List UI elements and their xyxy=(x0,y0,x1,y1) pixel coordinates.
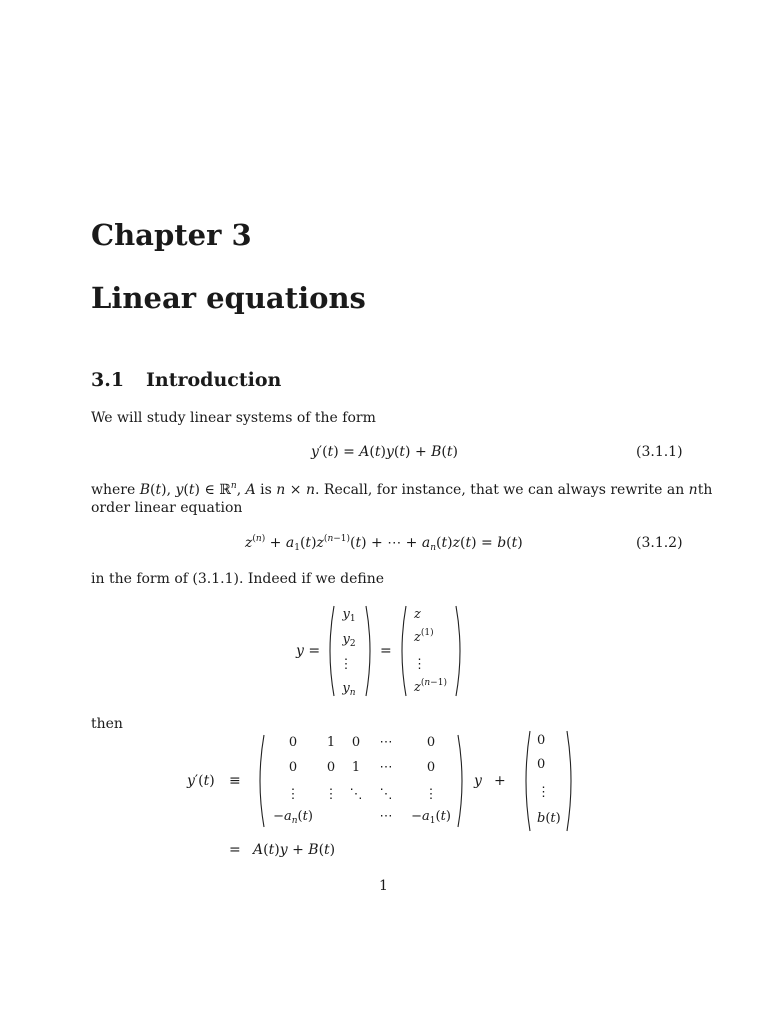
system-plus: + xyxy=(494,773,506,789)
matrix-cell: ⋯ xyxy=(379,735,393,750)
matrix-cell: ⋱ xyxy=(379,787,393,802)
system-lhs: y′(t) xyxy=(187,773,215,789)
equation-3-1-2: $z^{(n)} + a_1(t)z^{(n-1)}(t)$ + ⋯ + $a_n(t)z(t) = b(t)$ xyxy=(245,534,523,553)
def-z1: $z^{(1)}$ xyxy=(414,628,434,645)
def-zn1: $z^{(n-1)}$ xyxy=(414,678,447,695)
matrix-cell: ⋮ xyxy=(286,787,300,802)
right-paren-icon xyxy=(454,605,464,697)
system-y: y xyxy=(474,773,482,789)
b-col-bt: b(t) xyxy=(537,811,561,826)
b-col-1: 0 xyxy=(537,757,546,772)
left-paren-icon xyxy=(398,605,408,697)
section-number: 3.1 xyxy=(91,369,125,391)
def-y1: $y_1$ xyxy=(342,607,356,624)
chapter-label: Chapter 3 xyxy=(91,218,252,252)
def-lhs: y = xyxy=(296,643,321,659)
equation-number-3-1-1: (3.1.1) xyxy=(636,444,683,460)
matrix-cell: 1 xyxy=(326,735,336,750)
equation-3-1-1: y′(t) = A(t)y(t) + B(t) xyxy=(311,444,458,460)
matrix-cell-an: $-a_n(t)$ xyxy=(273,809,313,826)
matrix-cell: ⋯ xyxy=(379,760,393,775)
def-yn: $y_n$ xyxy=(342,681,356,698)
def-z: z xyxy=(414,607,421,622)
equation-number-3-1-2: (3.1.2) xyxy=(636,535,683,551)
system-equals-2: = xyxy=(229,842,241,858)
def-equals: = xyxy=(380,643,392,659)
left-paren-icon xyxy=(522,730,532,832)
def-vdots-z: ⋮ xyxy=(413,657,426,672)
matrix-cell: ⋯ xyxy=(379,809,393,824)
left-paren-icon xyxy=(326,605,336,697)
b-col-0: 0 xyxy=(537,733,546,748)
matrix-cell: 0 xyxy=(351,735,361,750)
right-paren-icon xyxy=(456,734,466,828)
def-vdots: ⋮ xyxy=(339,657,353,672)
matrix-cell: ⋮ xyxy=(424,787,438,802)
matrix-cell: ⋮ xyxy=(324,787,338,802)
right-paren-icon xyxy=(565,730,575,832)
b-col-vdots: ⋮ xyxy=(537,785,550,800)
matrix-cell: ⋱ xyxy=(349,787,363,802)
right-paren-icon xyxy=(364,605,374,697)
paragraph-then: then xyxy=(91,716,123,732)
system-rhs-2: A(t)y + B(t) xyxy=(253,842,336,858)
system-equiv: ≡ xyxy=(229,773,241,789)
page-number: 1 xyxy=(379,878,388,894)
def-y2: $y_2$ xyxy=(342,632,356,649)
section-title: Introduction xyxy=(146,369,282,391)
matrix-cell: 0 xyxy=(426,760,436,775)
matrix-cell: 0 xyxy=(288,760,298,775)
matrix-cell: 0 xyxy=(288,735,298,750)
matrix-cell: 1 xyxy=(351,760,361,775)
left-paren-icon xyxy=(256,734,266,828)
matrix-cell: 0 xyxy=(426,735,436,750)
paragraph-where: where B(t), y(t) ∈ ℝ$^n$, A is n × n. Recall, for instance, that we can always rewrite an nth xyxy=(91,481,713,498)
paragraph-where-line2: order linear equation xyxy=(91,500,243,516)
matrix-cell-a1: $-a_1(t)$ xyxy=(411,809,451,826)
paragraph-intro: We will study linear systems of the form xyxy=(91,410,376,426)
matrix-cell: 0 xyxy=(326,760,336,775)
paragraph-define: in the form of (3.1.1). Indeed if we define xyxy=(91,571,385,587)
chapter-title: Linear equations xyxy=(91,281,366,315)
